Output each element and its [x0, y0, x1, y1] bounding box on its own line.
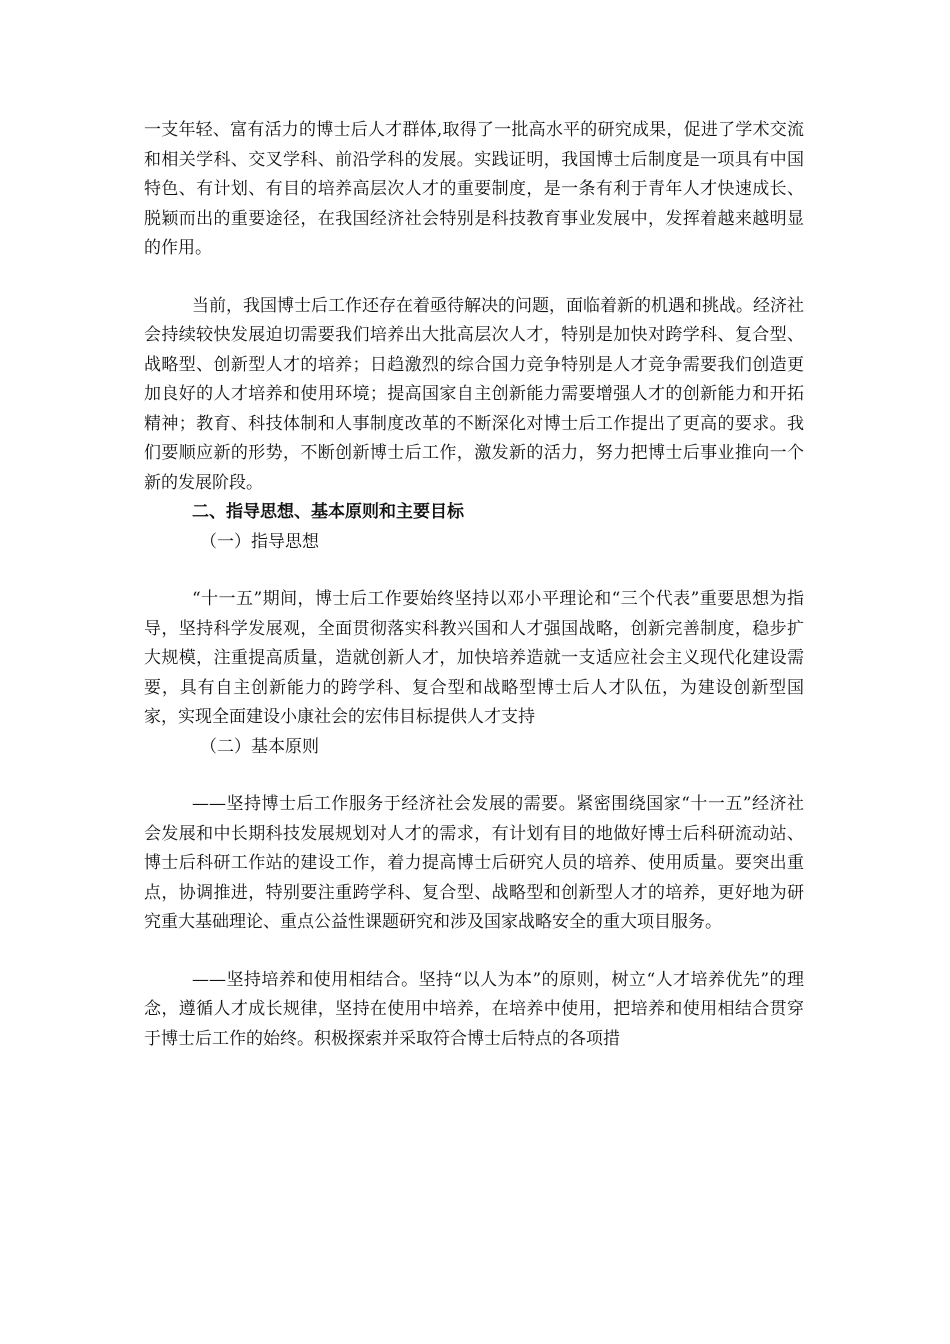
paragraph-4: ——坚持博士后工作服务于经济社会发展的需要。紧密围绕国家“十一五”经济社会发展和中长期科技发展规划对人才的需求，有计划有目的地做好博士后科研流动站、博士后科研工作站的建设工作，着力提高博士后研究人员的培养、使用质量。要突出重点，协调推进，特别要注重跨学科、复合型、战略型和创新型人才的培养，更好地为研究重大基础理论、重点公益性课题研究和涉及国家战略安全的重大项目服务。 — [144, 794, 804, 932]
subheading-guiding-ideology: （一）指导思想 — [200, 531, 319, 552]
document-page — [144, 116, 804, 1054]
section-heading: 二、指导思想、基本原则和主要目标 — [192, 502, 464, 522]
subheading-basic-principles: （二）基本原则 — [200, 736, 319, 757]
paragraph-2: 当前，我国博士后工作还存在着亟待解决的问题，面临着新的机遇和挑战。经济社会持续较快发展迫切需要我们培养出大批高层次人才，特别是加快对跨学科、复合型、战略型、创新型人才的培养；日趋激烈的综合国力竞争特别是人才竞争需要我们创造更加良好的人才培养和使用环境；提高国家自主创新能力需要增强人才的创新能力和开拓精神；教育、科技体制和人事制度改革的不断深化对博士后工作提出了更高的要求。我们要顺应新的形势，不断创新博士后工作，激发新的活力，努力把博士后事业推向一个新的发展阶段。 — [144, 295, 804, 493]
paragraph-3: “十一五”期间，博士后工作要始终坚持以邓小平理论和“三个代表”重要思想为指导，坚持科学发展观，全面贯彻落实科教兴国和人才强国战略，创新完善制度，稳步扩大规模，注重提高质量，造就创新人才，加快培养造就一支适应社会主义现代化建设需要，具有自主创新能力的跨学科、复合型和战略型博士后人才队伍，为建设创新型国家，实现全面建设小康社会的宏伟目标提供人才支持 — [144, 589, 804, 727]
paragraph-1: 一支年轻、富有活力的博士后人才群体,取得了一批高水平的研究成果，促进了学术交流和相关学科、交叉学科、前沿学科的发展。实践证明，我国博士后制度是一项具有中国特色、有计划、有目的培养高层次人才的重要制度，是一条有利于青年人才快速成长、脱颖而出的重要途径，在我国经济社会特别是科技教育事业发展中，发挥着越来越明显的作用。 — [144, 120, 804, 258]
paragraph-5: ——坚持培养和使用相结合。坚持“以人为本”的原则，树立“人才培养优先”的理念，遵循人才成长规律，坚持在使用中培养，在培养中使用，把培养和使用相结合贯穿于博士后工作的始终。积极探索并采取符合博士后特点的各项措 — [144, 969, 804, 1049]
